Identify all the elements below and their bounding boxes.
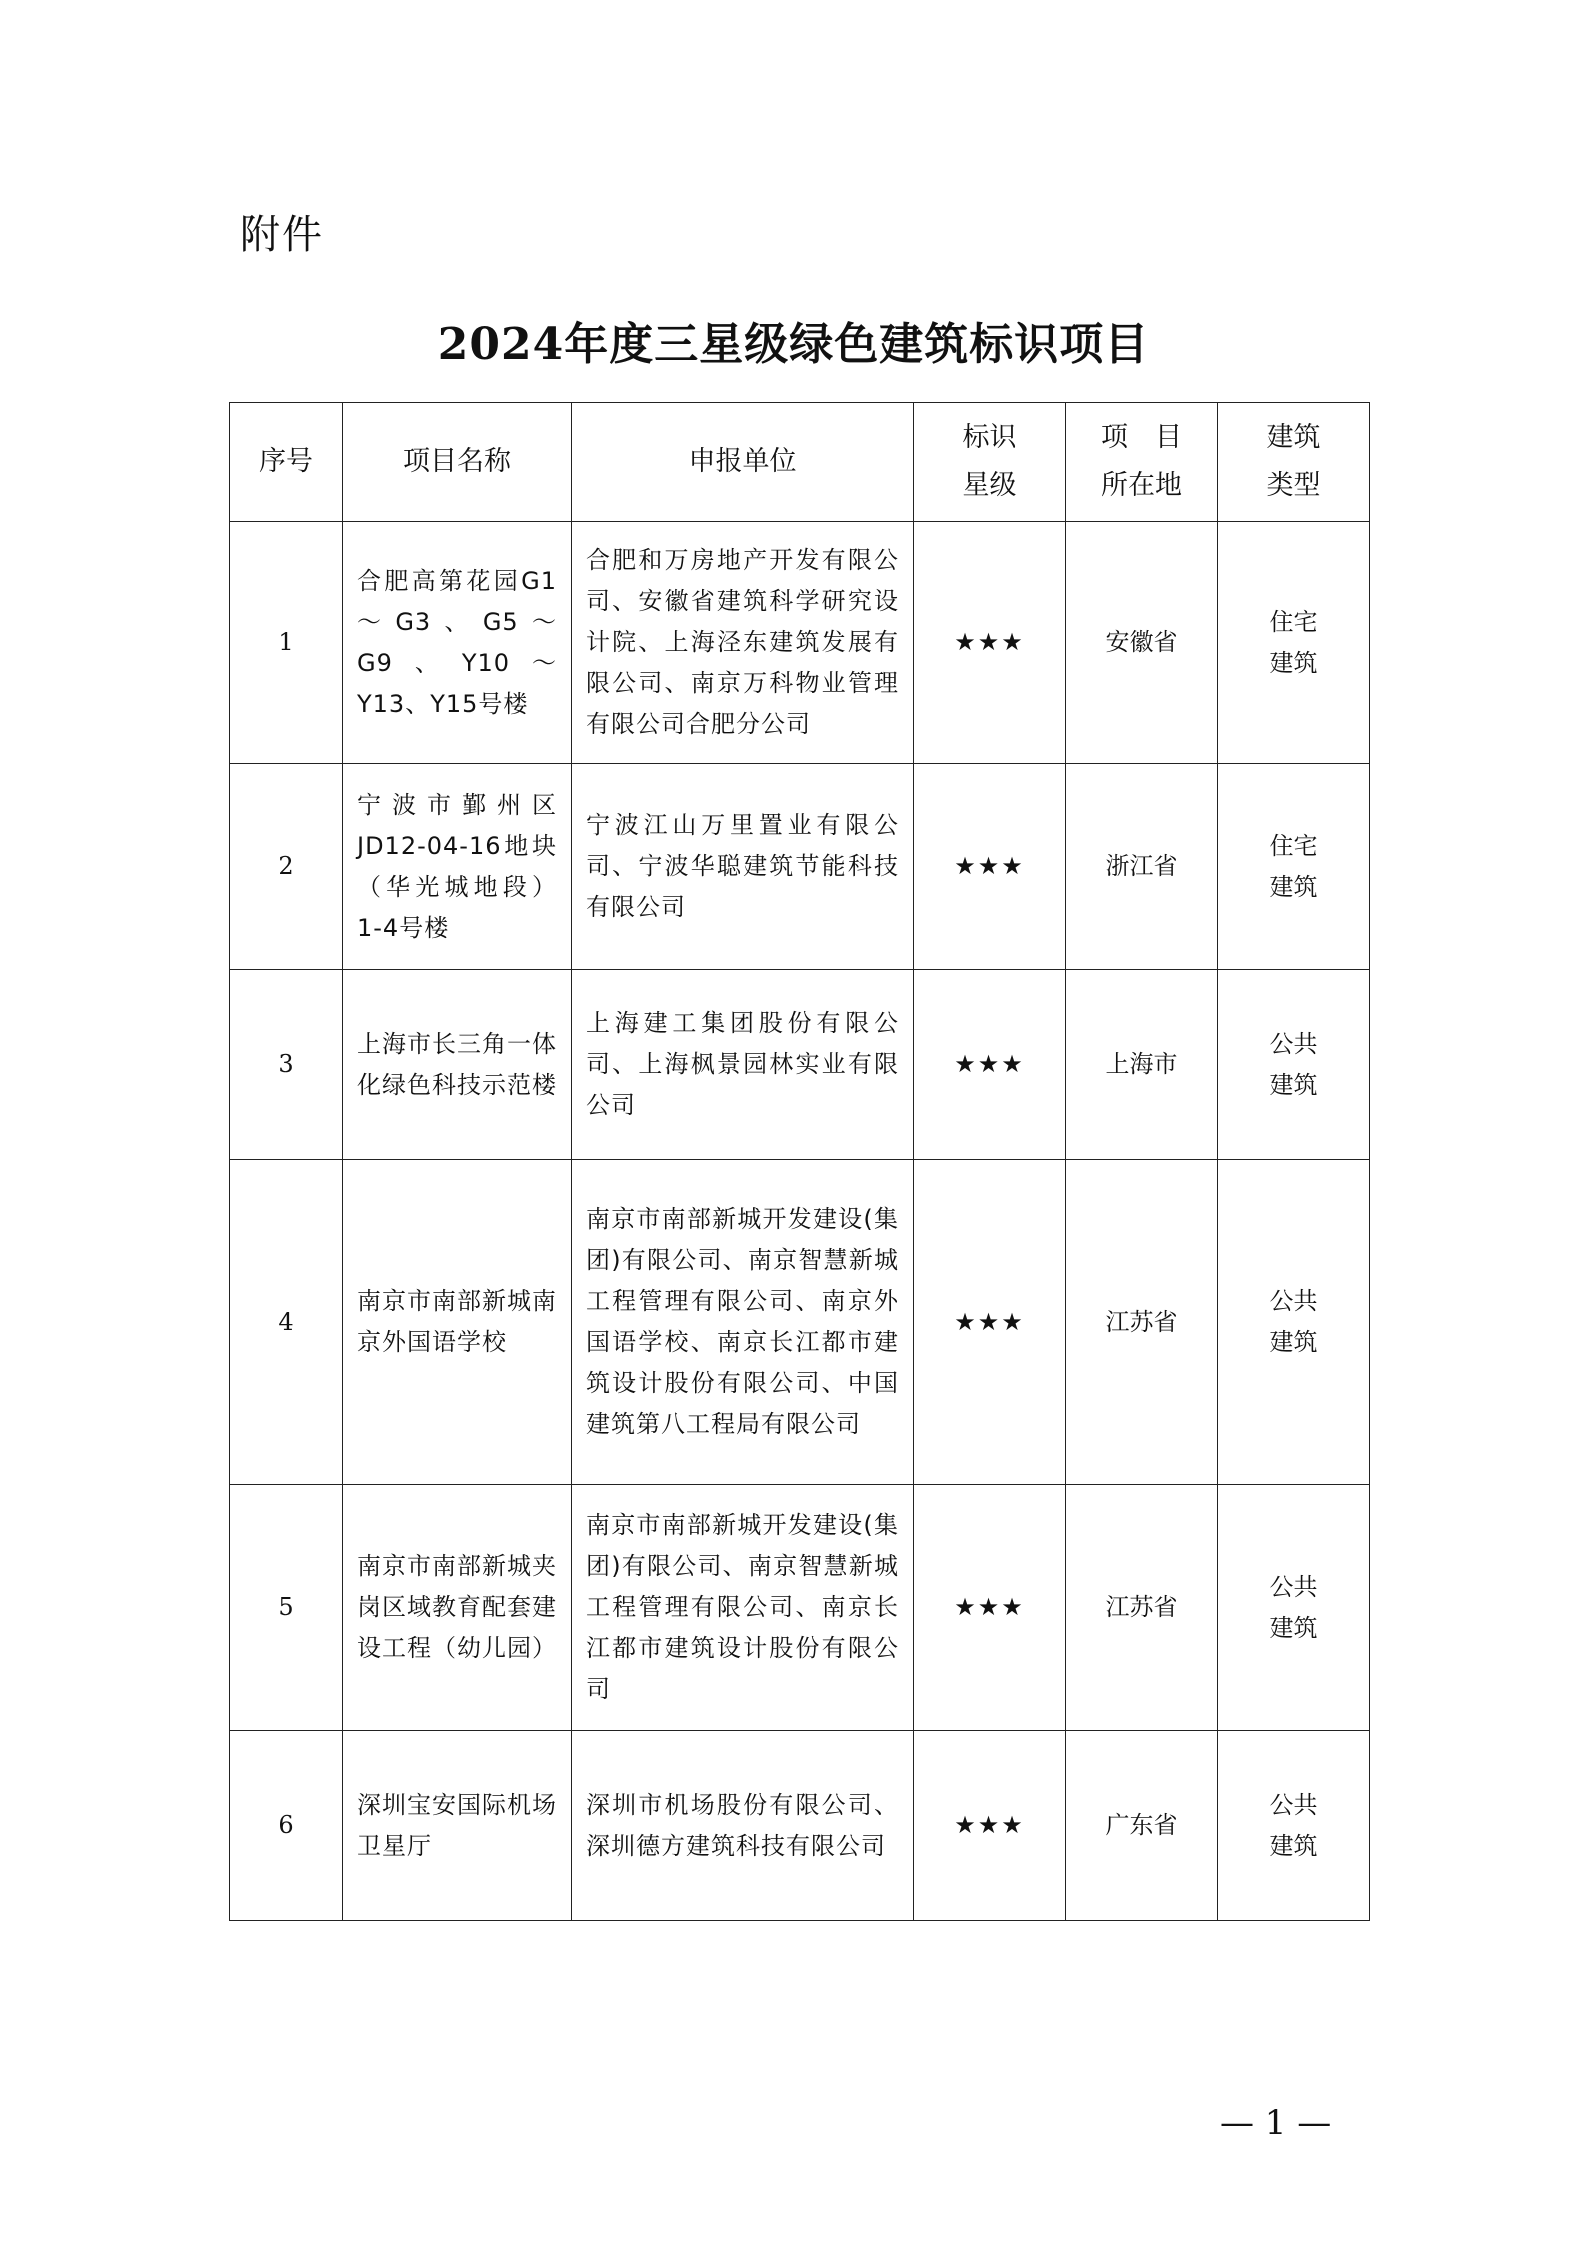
row-star-level: ★★★ (914, 1731, 1066, 1921)
table-row (230, 522, 1370, 764)
header-applicant-unit: 申报单位 (572, 403, 914, 522)
row-building-type-line2: 建筑 (1269, 648, 1318, 677)
table-row (230, 970, 1370, 1160)
row-star-level: ★★★ (914, 522, 1066, 764)
projects-table (229, 402, 1370, 1921)
row-applicant-unit: 上海建工集团股份有限公司、上海枫景园林实业有限公司 (572, 970, 914, 1160)
header-star-level-line1: 标识 (962, 422, 1017, 453)
row-applicant-unit: 宁波江山万里置业有限公司、宁波华聪建筑节能科技有限公司 (572, 764, 914, 970)
row-star-level: ★★★ (914, 764, 1066, 970)
header-project-name: 项目名称 (343, 403, 572, 522)
table-row (230, 1485, 1370, 1731)
row-building-type-line2: 建筑 (1269, 1831, 1318, 1860)
row-applicant-unit: 南京市南部新城开发建设(集团)有限公司、南京智慧新城工程管理有限公司、南京外国语学校、南京长江都市建筑设计股份有限公司、中国建筑第八工程局有限公司 (572, 1160, 914, 1485)
row-location: 浙江省 (1066, 764, 1218, 970)
table-row (230, 1160, 1370, 1485)
row-building-type (1218, 1485, 1370, 1731)
row-building-type-line2: 建筑 (1269, 872, 1318, 901)
header-location-line1: 项 目 (1101, 422, 1182, 453)
row-building-type (1218, 1160, 1370, 1485)
row-star-level: ★★★ (914, 1160, 1066, 1485)
row-location: 江苏省 (1066, 1160, 1218, 1485)
header-building-type-line2: 类型 (1266, 470, 1321, 501)
row-building-type-line1: 公共 (1269, 1572, 1318, 1601)
row-index: 5 (230, 1485, 343, 1731)
row-applicant-unit: 深圳市机场股份有限公司、深圳德方建筑科技有限公司 (572, 1731, 914, 1921)
header-location (1066, 403, 1218, 522)
row-index: 1 (230, 522, 343, 764)
table-header-row (230, 403, 1370, 522)
table-row (230, 1731, 1370, 1921)
row-location: 江苏省 (1066, 1485, 1218, 1731)
header-star-level (914, 403, 1066, 522)
row-building-type-line1: 公共 (1269, 1790, 1318, 1819)
row-star-level: ★★★ (914, 970, 1066, 1160)
header-star-level-line2: 星级 (962, 470, 1017, 501)
row-applicant-unit: 南京市南部新城开发建设(集团)有限公司、南京智慧新城工程管理有限公司、南京长江都市建筑设计股份有限公司 (572, 1485, 914, 1731)
row-project-name: 合肥高第花园G1～G3、G5～G9、Y10～Y13、Y15号楼 (343, 522, 572, 764)
table-row (230, 764, 1370, 970)
row-building-type-line2: 建筑 (1269, 1613, 1318, 1642)
row-building-type-line1: 公共 (1269, 1029, 1318, 1058)
row-location: 上海市 (1066, 970, 1218, 1160)
row-index: 2 (230, 764, 343, 970)
header-location-line2: 所在地 (1101, 470, 1182, 501)
row-building-type-line1: 住宅 (1269, 831, 1318, 860)
row-project-name: 上海市长三角一体化绿色科技示范楼 (343, 970, 572, 1160)
row-project-name: 深圳宝安国际机场卫星厅 (343, 1731, 572, 1921)
row-applicant-unit: 合肥和万房地产开发有限公司、安徽省建筑科学研究设计院、上海泾东建筑发展有限公司、南京万科物业管理有限公司合肥分公司 (572, 522, 914, 764)
row-index: 4 (230, 1160, 343, 1485)
header-index: 序号 (230, 403, 343, 522)
header-building-type-line1: 建筑 (1266, 422, 1321, 453)
row-building-type-line1: 公共 (1269, 1287, 1318, 1315)
row-project-name: 南京市南部新城夹岗区域教育配套建设工程（幼儿园） (343, 1485, 572, 1731)
row-building-type (1218, 970, 1370, 1160)
header-building-type (1218, 403, 1370, 522)
row-index: 3 (230, 970, 343, 1160)
row-building-type-line2: 建筑 (1269, 1328, 1318, 1356)
page-number: — 1 — (1220, 2103, 1332, 2143)
row-location: 广东省 (1066, 1731, 1218, 1921)
row-project-name: 南京市南部新城南京外国语学校 (343, 1160, 572, 1485)
row-building-type (1218, 1731, 1370, 1921)
row-building-type (1218, 522, 1370, 764)
row-project-name: 宁波市鄞州区JD12-04-16地块（华光城地段）1-4号楼 (343, 764, 572, 970)
row-building-type (1218, 764, 1370, 970)
attachment-label: 附件 (240, 212, 324, 258)
row-star-level: ★★★ (914, 1485, 1066, 1731)
row-index: 6 (230, 1731, 343, 1921)
row-building-type-line2: 建筑 (1269, 1070, 1318, 1099)
row-building-type-line1: 住宅 (1269, 607, 1318, 636)
document-title: 2024年度三星级绿色建筑标识项目 (437, 319, 1150, 370)
row-location: 安徽省 (1066, 522, 1218, 764)
